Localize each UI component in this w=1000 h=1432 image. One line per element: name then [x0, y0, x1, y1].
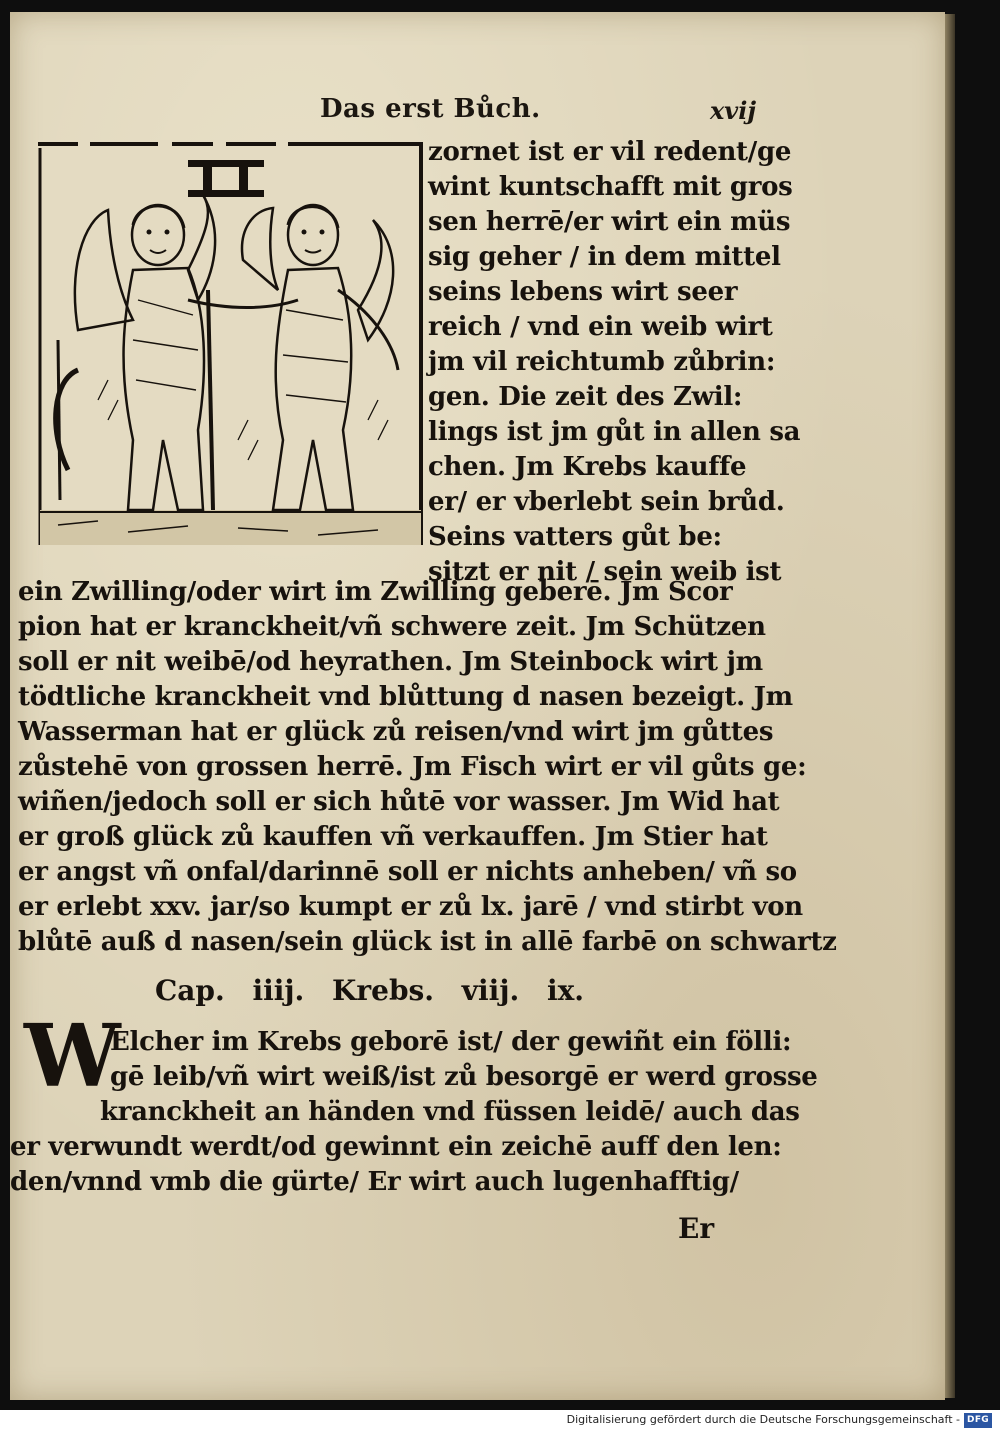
text-line: jm vil reichtumb zůbrin:	[428, 347, 776, 377]
text-line: wint kuntschafft mit gros	[428, 172, 793, 202]
folio-number: xvij	[710, 96, 757, 125]
text-line: Seins vatters gůt be:	[428, 522, 722, 552]
text-line: blůtē auß d nasen/sein glück ist in allē farbē on schwartz	[18, 927, 837, 957]
book-page	[10, 12, 945, 1400]
text-line: wiñen/jedoch soll er sich hůtē vor wasser. Jm Wid hat	[18, 787, 780, 817]
text-line: reich / vnd ein weib wirt	[428, 312, 773, 342]
text-line: sitzt er nit / sein weib ist	[428, 557, 782, 587]
text-line: Elcher im Krebs geborē ist/ der gewiñt ein fölli:	[110, 1027, 792, 1057]
text-line: Wasserman hat er glück zů reisen/vnd wirt jm gůttes	[18, 717, 774, 747]
text-line: pion hat er kranckheit/vñ schwere zeit. Jm Schützen	[18, 612, 766, 642]
text-line: zůstehē von grossen herrē. Jm Fisch wirt er vil gůts ge:	[18, 752, 807, 782]
running-head: Das erst Bůch.	[320, 94, 541, 124]
text-line: er verwundt werdt/od gewinnt ein zeichē auff den len:	[10, 1132, 782, 1162]
text-line: sen herrē/er wirt ein müs	[428, 207, 791, 237]
catchword: Er	[678, 1212, 715, 1245]
page-edge	[945, 14, 955, 1398]
text-line: ein Zwilling/oder wirt im Zwilling geberē. Jm Scor	[18, 577, 733, 607]
text-line: er groß glück zů kauffen vñ verkauffen. Jm Stier hat	[18, 822, 768, 852]
text-line: tödtliche kranckheit vnd blůttung d nasen bezeigt. Jm	[18, 682, 793, 712]
decorated-initial: W	[24, 1006, 121, 1107]
text-line: kranckheit an händen vnd füssen leidē/ auch das	[100, 1097, 800, 1127]
text-line: gen. Die zeit des Zwil:	[428, 382, 743, 412]
text-line: soll er nit weibē/od heyrathen. Jm Steinbock wirt jm	[18, 647, 763, 677]
chapter-heading: Cap. iiij. Krebs. viij. ix.	[155, 974, 585, 1007]
text-line: chen. Jm Krebs kauffe	[428, 452, 747, 482]
text-line: seins lebens wirt seer	[428, 277, 738, 307]
text-line: er erlebt xxv. jar/so kumpt er zů lx. jarē / vnd stirbt von	[18, 892, 803, 922]
text-line: er/ er vberlebt sein brůd.	[428, 487, 785, 517]
dfg-logo-icon: DFG	[964, 1413, 992, 1428]
text-line: sig geher / in dem mittel	[428, 242, 781, 272]
text-line: gē leib/vñ wirt weiß/ist zů besorgē er werd grosse	[110, 1062, 818, 1092]
text-line: er angst vñ onfal/darinnē soll er nichts anheben/ vñ so	[18, 857, 797, 887]
footer-bar	[0, 1410, 1000, 1432]
funding-credit: Digitalisierung gefördert durch die Deutsche Forschungsgemeinschaft -	[566, 1413, 960, 1426]
gemini-twins-woodcut-icon	[38, 140, 423, 545]
text-line: zornet ist er vil redent/ge	[428, 137, 792, 167]
text-line: lings ist jm gůt in allen sa	[428, 417, 801, 447]
gemini-woodcut-illustration	[38, 140, 423, 545]
text-line: den/vnnd vmb die gürte/ Er wirt auch lugenhafftig/	[10, 1167, 739, 1197]
